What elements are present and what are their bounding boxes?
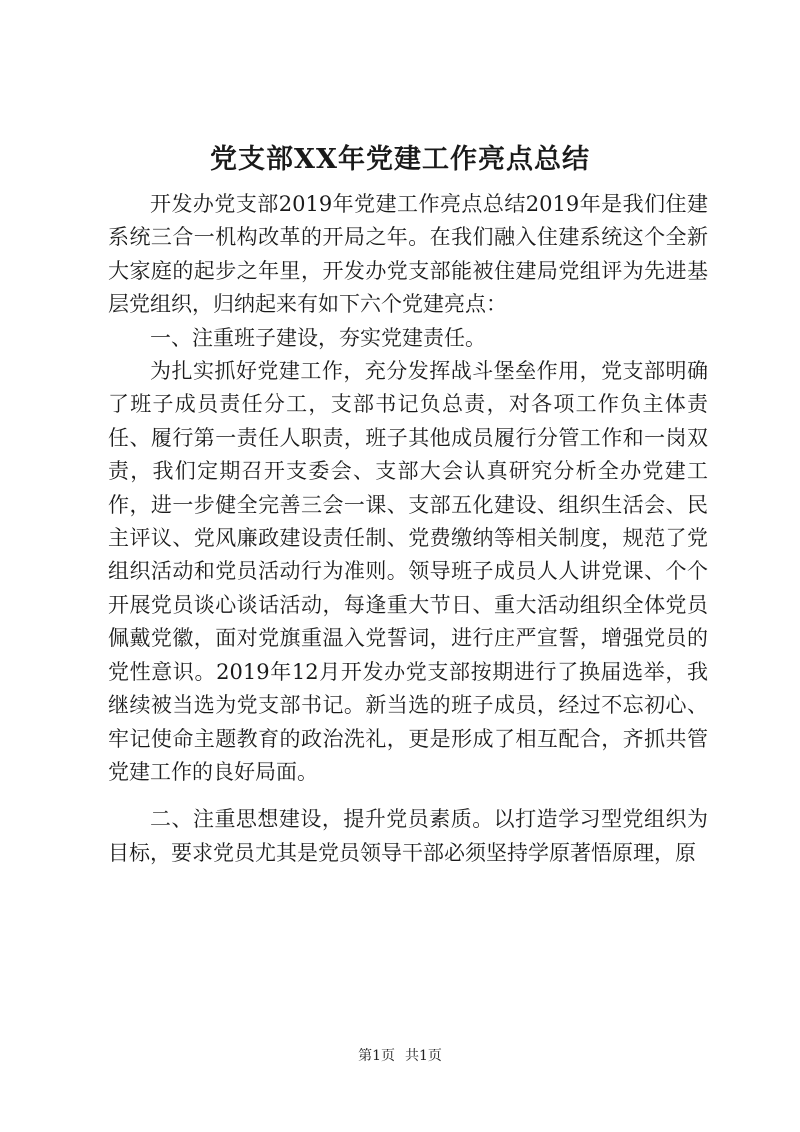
paragraph-section-body-1: 为扎实抓好党建工作，充分发挥战斗堡垒作用，党支部明确了班子成员责任分工，支部书记负总责，对各项工作负主体责任、履行第一责任人职责，班子其他成员履行分管工作和一岗双责，我们定期召开支委会、支部大会认真研究分析全办党建工作，进一步健全完善三会一课、支部五化建设、组织生活会、民主评议、党风廉政建设责任制、党费缴纳等相关制度，规范了党组织活动和党员活动行为准则。领导班子成员人人讲党课、个个开展党员谈心谈话活动，每逢重大节日、重大活动组织全体党员佩戴党徽，面对党旗重温入党誓词，进行庄严宣誓，增强党员的党性意识。2019年12月开发办党支部按期进行了换届选举，我继续被当选为党支部书记。新当选的班子成员，经过不忘初心、牢记使命主题教育的政治洗礼，更是形成了相互配合，齐抓共管党建工作的良好局面。 [108, 359, 708, 784]
page-number-total: 共1页 [405, 1048, 442, 1064]
page-number-current: 第1页 [358, 1048, 395, 1064]
paragraph-section-heading-1: 一、注重班子建设，夯实党建责任。 [150, 325, 486, 350]
paragraph-section-heading-2: 二、注重思想建设，提升党员素质。以打造学习型党组织为目标，要求党员尤其是党员领导干部必须坚持学原著悟原理，原 [108, 807, 708, 865]
page-footer [0, 1046, 800, 1066]
document-title: 党支部XX年党建工作亮点总结 [210, 144, 590, 175]
paragraph-intro: 开发办党支部2019年党建工作亮点总结2019年是我们住建系统三合一机构改革的开局之年。在我们融入住建系统这个全新大家庭的起步之年里，开发办党支部能被住建局党组评为先进基层党组织，归纳起来有如下六个党建亮点： [108, 192, 708, 317]
document-body [108, 188, 708, 870]
